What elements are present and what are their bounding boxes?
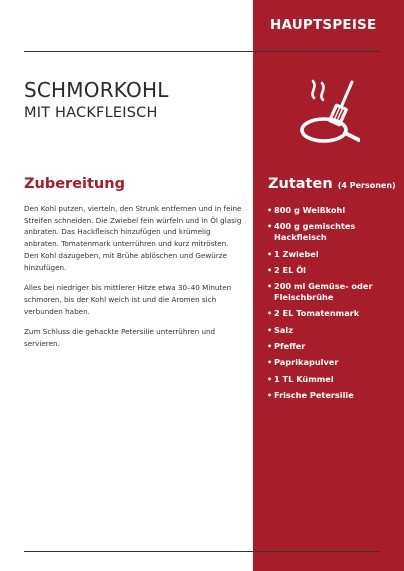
- bottom-divider: [24, 551, 380, 552]
- ingredients-heading: [268, 176, 396, 192]
- recipe-category: HAUPTSPEISE: [270, 17, 377, 33]
- ingredient-item: • 400 g gemischtes Hackfleisch: [267, 221, 395, 243]
- recipe-subtitle: MIT HACKFLEISCH: [24, 105, 158, 121]
- ingredient-item: • 1 TL Kümmel: [267, 374, 395, 385]
- ingredient-item: • Paprikapulver: [267, 357, 395, 368]
- ingredient-item: • Pfeffer: [267, 341, 395, 352]
- preparation-paragraph: Den Kohl putzen, vierteln, den Strunk entfernen und in feine Streifen schneiden. Die Zwiebel fein würfeln und in Öl glasig anbraten. Das Hackfleisch hinzufügen und krümelig anbraten. Tomatenmark unterrühren und kurz mitrösten. Den Kohl dazugeben, mit Brühe ablöschen und Gewürze hinzufügen.: [24, 204, 242, 272]
- ingredient-item: • 2 EL Tomatenmark: [267, 308, 395, 319]
- preparation-paragraph: Alles bei niedriger bis mittlerer Hitze etwa 30–40 Minuten schmoren, bis der Kohl weich ist und die Aromen sich verbunden haben.: [24, 283, 232, 316]
- ingredient-item: • 2 EL Öl: [267, 265, 395, 276]
- ingredient-item: • 1 Zwiebel: [267, 249, 395, 260]
- preparation-text: [24, 203, 242, 359]
- preparation-paragraph: Zum Schluss die gehackte Petersilie unterrühren und servieren.: [24, 327, 216, 349]
- ingredient-item: • Salz: [267, 325, 395, 336]
- preparation-heading: Zubereitung: [24, 176, 125, 192]
- ingredient-item: • 800 g Weißkohl: [267, 205, 395, 216]
- frying-pan-with-spatula-icon: [296, 78, 360, 148]
- recipe-title: SCHMORKOHL: [24, 78, 169, 102]
- servings-label: (4 Personen): [337, 181, 396, 190]
- ingredient-item: • Frische Petersilie: [267, 390, 395, 401]
- ingredients-list: [267, 205, 395, 406]
- ingredients-heading-label: Zutaten: [268, 176, 333, 192]
- top-divider: [24, 51, 380, 52]
- ingredient-item: • 200 ml Gemüse- oder Fleischbrühe: [267, 281, 395, 303]
